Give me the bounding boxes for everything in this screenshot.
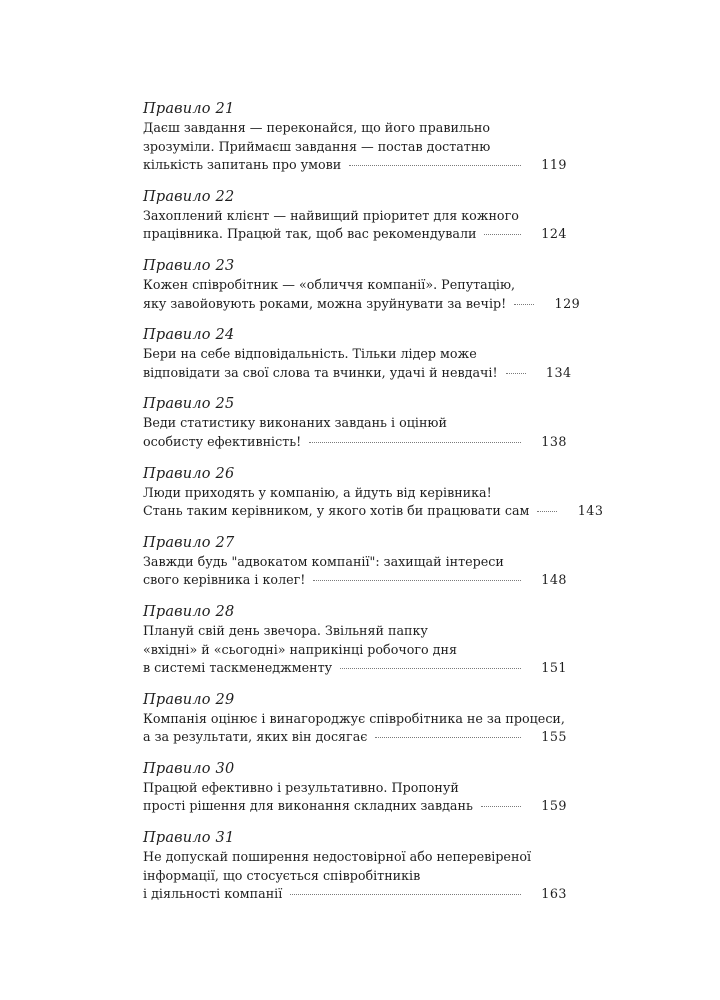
entry-text-line: «вхідні» й «сьогодні» наприкінці робочого дня <box>143 641 457 657</box>
entry-text-line: Даєш завдання — переконайся, що його правильно <box>143 120 490 135</box>
entry-last-line <box>143 156 567 175</box>
dot-leader <box>484 234 521 235</box>
entry-last-line <box>143 225 567 244</box>
toc-entry <box>143 465 604 521</box>
entry-text-line: Кожен співробітник — «обличчя компанії». Репутацію, <box>143 276 516 292</box>
entry-last-line <box>143 659 567 678</box>
entry-text-line: кількість запитань про умови <box>143 157 342 173</box>
dot-leader <box>349 165 521 166</box>
toc-entry <box>143 100 567 175</box>
rule-title: Правило 21 <box>143 101 235 117</box>
page-number: 124 <box>541 226 567 242</box>
entry-text-line: яку завойовують роками, можна зруйнувати за вечір! <box>143 295 507 311</box>
page-number: 143 <box>577 503 604 519</box>
entry-text-line: Не допускай поширення недостовірної або неперевіреної <box>143 849 532 865</box>
entry-text-line: працівника. Працюй так, щоб вас рекомендували <box>143 226 477 242</box>
dot-leader <box>290 894 521 895</box>
entry-text-line: особисту ефективність! <box>143 433 302 449</box>
rule-title: Правило 29 <box>143 691 235 708</box>
toc-entry <box>143 188 567 244</box>
entry-text-line: Веди статистику виконаних завдань і оцінюй <box>143 415 447 431</box>
entry-text-line: Захоплений клієнт — найвищий пріоритет для кожного <box>143 207 519 223</box>
entry-text-line: прості рішення для виконання складних завдань <box>143 798 473 814</box>
toc-entry <box>143 691 567 747</box>
entry-last-line <box>143 571 567 590</box>
page-number: 119 <box>541 157 567 173</box>
entry-text-line: зрозуміли. Приймаєш завдання — постав достатню <box>143 138 491 154</box>
toc-entry <box>143 326 572 382</box>
table-of-contents <box>143 100 604 917</box>
entry-last-line <box>143 364 572 383</box>
page-number: 155 <box>541 729 567 745</box>
rule-title: Правило 23 <box>143 257 235 274</box>
dot-leader <box>309 442 521 443</box>
dot-leader <box>506 373 526 374</box>
dot-leader <box>340 668 521 669</box>
page-number: 129 <box>554 295 581 311</box>
entry-text-line: Стань таким керівником, у якого хотів би працювати сам <box>143 503 530 519</box>
dot-leader <box>514 304 534 305</box>
entry-text-line: а за результати, яких він досягає <box>143 729 368 745</box>
toc-entry <box>143 603 567 678</box>
entry-text-line: інформації, що стосується співробітників <box>143 867 421 883</box>
page-number: 148 <box>541 572 567 588</box>
dot-leader <box>375 737 521 738</box>
rule-title: Правило 26 <box>143 465 235 482</box>
entry-last-line <box>143 728 567 747</box>
page-number: 159 <box>541 798 567 814</box>
entry-last-line <box>143 295 581 314</box>
page-number: 163 <box>541 886 567 902</box>
dot-leader <box>481 806 521 807</box>
entry-last-line <box>143 502 604 521</box>
entry-text-line: і діяльності компанії <box>143 886 283 902</box>
rule-title: Правило 24 <box>143 327 235 344</box>
toc-entry <box>143 829 567 904</box>
entry-last-line <box>143 797 567 816</box>
entry-text-line: Бери на себе відповідальність. Тільки лідер може <box>143 346 477 362</box>
entry-text-line: свого керівника і колег! <box>143 572 306 588</box>
toc-entry <box>143 395 567 451</box>
rule-title: Правило 22 <box>143 188 235 205</box>
toc-entry <box>143 534 567 590</box>
entry-text-line: відповідати за свої слова та вчинки, удачі й невдачі! <box>143 364 498 380</box>
rule-title: Правило 31 <box>143 830 235 847</box>
toc-entry <box>143 257 581 313</box>
entry-last-line <box>143 433 567 452</box>
entry-text-line: Люди приходять у компанію, а йдуть від керівника! <box>143 484 492 500</box>
dot-leader <box>313 580 521 581</box>
entry-text-line: Завжди будь "адвокатом компанії": захищай інтереси <box>143 553 504 569</box>
page-number: 134 <box>545 364 572 380</box>
dot-leader <box>537 511 557 512</box>
entry-text-line: Плануй свій день звечора. Звільняй папку <box>143 622 428 638</box>
entry-text-line: в системі таскменеджменту <box>143 660 333 676</box>
entry-text-line: Працюй ефективно і результативно. Пропонуй <box>143 779 459 795</box>
page-number: 138 <box>541 433 567 449</box>
rule-title: Правило 28 <box>143 603 235 620</box>
toc-entry <box>143 760 567 816</box>
page-number: 151 <box>541 660 567 676</box>
rule-title: Правило 30 <box>143 760 235 777</box>
entry-last-line <box>143 885 567 904</box>
rule-title: Правило 27 <box>143 534 235 551</box>
rule-title: Правило 25 <box>143 396 235 413</box>
entry-text-line: Компанія оцінює і винагороджує співробітника не за процеси, <box>143 710 565 726</box>
